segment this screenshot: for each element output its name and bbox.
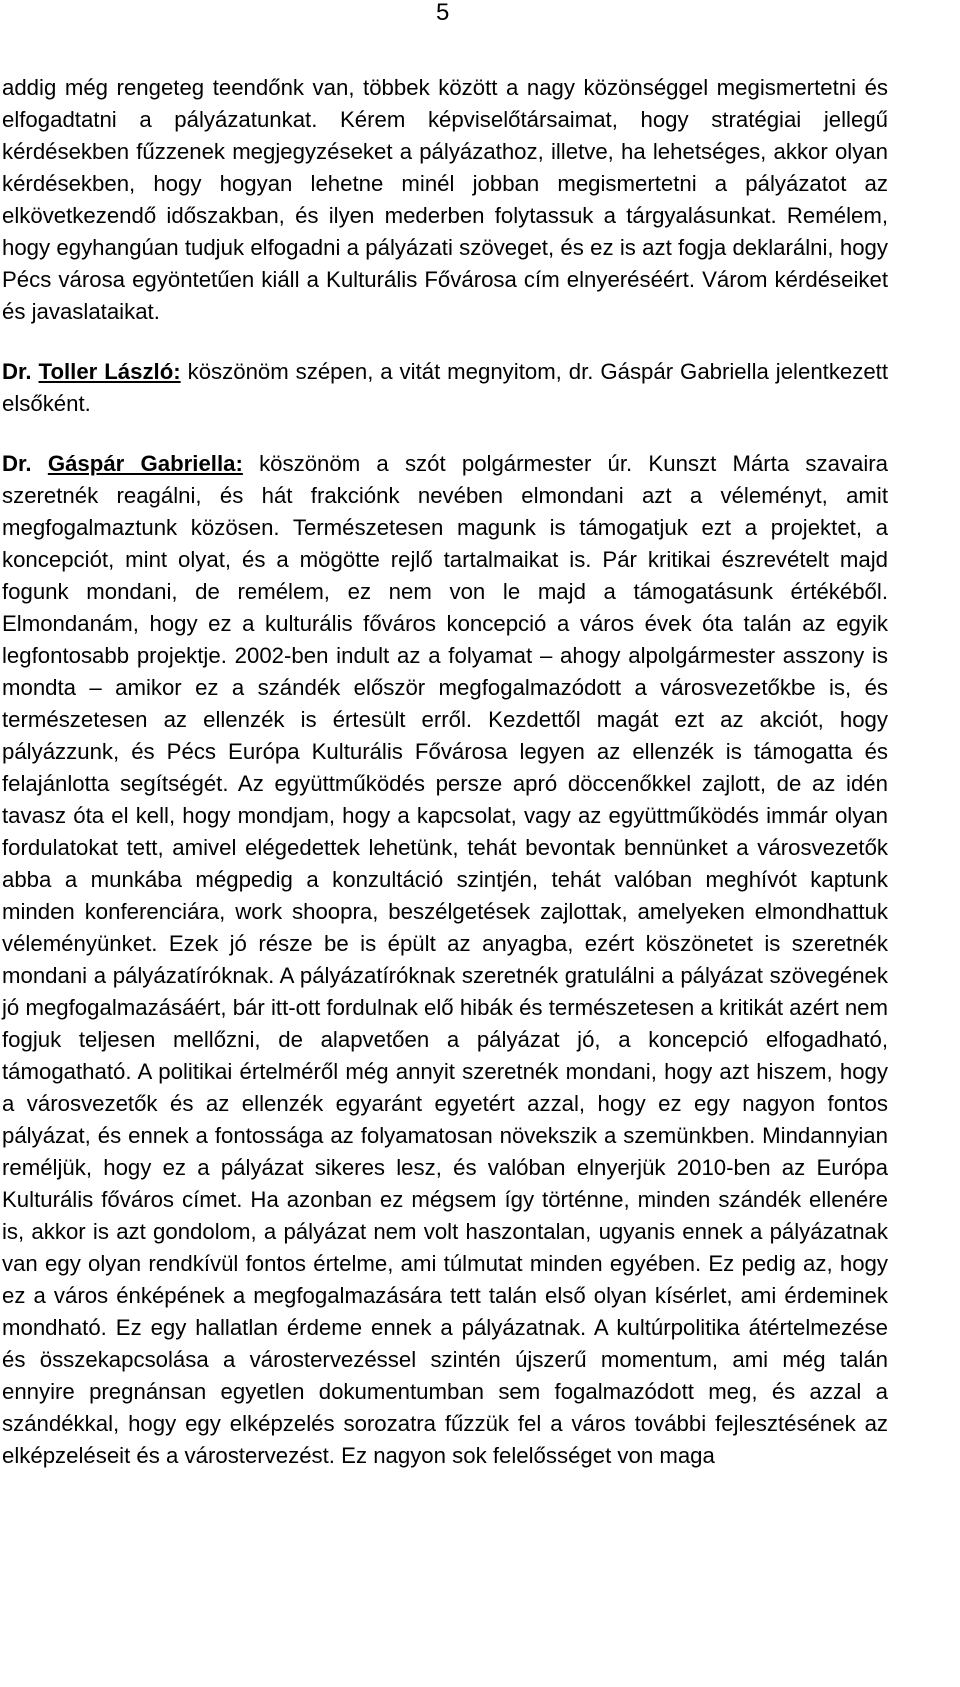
document-body <box>2 72 888 1472</box>
paragraph-text: köszönöm a szót polgármester úr. Kunszt Márta szavaira szeretnék reagálni, és hát frakciónk nevében elmondani azt a véleményt, amit megfogalmaztunk közösen. Természetesen magunk is támogatjuk ezt a projektet, a koncepciót, mint olyat, és a mögötte rejlő tartalmaikat is. Pár kritikai észrevételt majd fogunk mondani, de remélem, ez nem von le majd a támogatásunk értékéből. Elmondanám, hogy ez a kulturális főváros koncepció a város évek óta talán az egyik legfontosabb projektje. 2002-ben indult az a folyamat – ahogy alpolgármester asszony is mondta – amikor ez a szándék először megfogalmazódott a városvezetőkbe is, és természetesen az ellenzék is értesült erről. Kezdettől magát ezt az akciót, hogy pályázzunk, és Pécs Európa Kulturális Fővárosa legyen az ellenzék is támogatta és felajánlotta segítségét. Az együttműködés persze apró döccenőkkel zajlott, de az idén tavasz óta el kell, hogy mondjam, hogy a kapcsolat, vagy az együttműködés immár olyan fordulatokat tett, amivel elégedettek lehetünk, tehát bevontak bennünket a városvezetők abba a munkába mégpedig a konzultáció szintjén, tehát valóban meghívót kaptunk minden konferenciára, work shoopra, beszélgetések zajlottak, amelyeken elmondhattuk véleményünket. Ezek jó része be is épült az anyagba, ezért köszönetet is szeretnék mondani a pályázatíróknak. A pályázatíróknak szeretnék gratulálni a pályázat szövegének jó megfogalmazásáért, bár itt-ott fordulnak elő hibák és természetesen a kritikát azért nem fogjuk teljesen mellőzni, de alapvetően a pályázat jó, a koncepció elfogadható, támogatható. A politikai értelméről még annyit szeretnék mondani, hogy azt hiszem, hogy a városvezetők és az ellenzék egyaránt egyetért azzal, hogy ez egy nagyon fontos pályázat, és ennek a fontossága az folyamatosan növekszik a szemünkben. Mindannyian reméljük, hogy ez a pályázat sikeres lesz, és valóban elnyerjük 2010-ben az Európa Kulturális főváros címet. Ha azonban ez mégsem így történne, minden szándék ellenére is, akkor is azt gondolom, a pályázat nem volt haszontalan, ugyanis ennek a pályázatnak van egy olyan rendkívül fontos értelme, ami túlmutat minden egyében. Ez pedig az, hogy ez a város énképének a megfogalmazására tett talán első olyan kísérlet, ami érdeminek mondható. Ez egy hallatlan érdeme ennek a pályázatnak. A kultúrpolitika átértelmezése és összekapcsolása a várostervezéssel szintén újszerű momentum, ami még talán ennyire pregnánsan egyetlen dokumentumban sem fogalmazódott meg, és azzal a szándékkal, hogy egy elképzelés sorozatra fűzzük fel a város további fejlesztésének az elképzeléseit és a várostervezést. Ez nagyon sok felelősséget von maga <box>2 451 889 1468</box>
speaker-title: Dr. <box>2 359 32 384</box>
paragraph-text: köszönöm szépen, a vitát megnyitom, dr. Gáspár Gabriella jelentkezett elsőként. <box>2 359 889 416</box>
speaker-name: Gáspár Gabriella: <box>47 451 243 476</box>
paragraph-toller <box>2 356 888 420</box>
speaker-name: Toller László: <box>38 359 181 384</box>
page-number: 5 <box>436 0 450 26</box>
speaker-label <box>2 359 181 384</box>
speaker-label <box>2 451 243 476</box>
paragraph-gaspar <box>2 448 888 1472</box>
speaker-title: Dr. <box>2 451 32 476</box>
paragraph-intro: addig még rengeteg teendőnk van, többek között a nagy közönséggel megismertetni és elfogadtatni a pályázatunkat. Kérem képviselőtársaimat, hogy stratégiai jellegű kérdésekben fűzzenek megjegyzéseket a pályázathoz, illetve, ha lehetséges, akkor olyan kérdésekben, hogy hogyan lehetne minél jobban megismertetni a pályázatot az elkövetkezendő időszakban, és ilyen mederben folytassuk a tárgyalásunkat. Remélem, hogy egyhangúan tudjuk elfogadni a pályázati szöveget, és ez is azt fogja deklarálni, hogy Pécs városa egyöntetűen kiáll a Kulturális Fővárosa cím elnyeréséért. Várom kérdéseiket és javaslataikat. <box>2 75 888 324</box>
